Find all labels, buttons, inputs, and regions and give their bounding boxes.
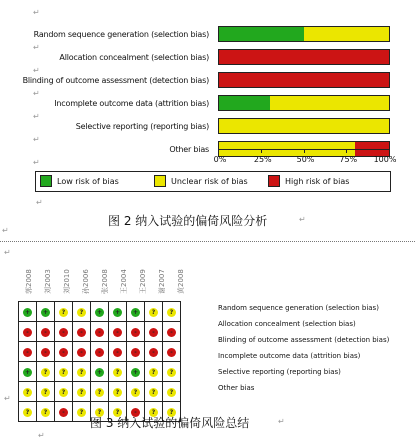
grid-row: [19, 382, 181, 402]
judgement-symbol: -: [134, 349, 137, 356]
judgement-symbol: ?: [133, 389, 138, 396]
paragraph-mark: ↵: [299, 215, 306, 224]
judgement-dot: [131, 308, 140, 317]
judgement-dot: [41, 308, 50, 317]
judgement-dot: [23, 388, 32, 397]
paragraph-mark: ↵: [278, 417, 285, 426]
grid-cell: [145, 342, 163, 362]
judgement-dot: [95, 308, 104, 317]
judgement-symbol: ?: [25, 389, 30, 396]
category-label: Blinding of outcome assessment (detection bias): [22, 76, 209, 85]
judgement-symbol: ?: [169, 389, 174, 396]
judgement-symbol: +: [24, 369, 31, 376]
grid-cell: [37, 382, 55, 402]
study-name: 孙2006: [82, 269, 90, 294]
judgement-symbol: +: [114, 309, 121, 316]
grid-cell: [163, 302, 181, 322]
judgement-symbol: -: [98, 349, 101, 356]
paragraph-mark: ↵: [33, 89, 40, 98]
judgement-dot: [149, 348, 158, 357]
domain-label: Other bias: [218, 384, 255, 392]
judgement-dot: [131, 388, 140, 397]
risk-of-bias-grid: [18, 301, 181, 422]
grid-cell: [163, 342, 181, 362]
judgement-dot: [41, 368, 50, 377]
judgement-symbol: +: [132, 309, 139, 316]
bar-segment: [219, 96, 270, 110]
legend-label: Low risk of bias: [57, 176, 119, 186]
category-label: Allocation concealment (selection bias): [59, 53, 209, 62]
category-label: Selective reporting (reporting bias): [75, 122, 209, 131]
judgement-dot: [59, 308, 68, 317]
judgement-symbol: ?: [169, 309, 174, 316]
judgement-symbol: ?: [97, 409, 102, 416]
grid-cell: [127, 382, 145, 402]
bar-segment: [304, 27, 389, 41]
grid-row: [19, 302, 181, 322]
judgement-dot: [131, 348, 140, 357]
judgement-dot: [23, 348, 32, 357]
stacked-bar: [218, 72, 390, 88]
judgement-symbol: -: [152, 329, 155, 336]
judgement-dot: [113, 348, 122, 357]
judgement-symbol: -: [26, 329, 29, 336]
grid-cell: [91, 322, 109, 342]
section-separator: [0, 241, 415, 242]
domain-label: Selective reporting (reporting bias): [218, 368, 341, 376]
paragraph-mark: ↵: [33, 135, 40, 144]
grid-cell: [73, 362, 91, 382]
x-tick: [304, 149, 305, 153]
study-header: [117, 258, 127, 296]
judgement-symbol: -: [134, 329, 137, 336]
grid-cell: [91, 362, 109, 382]
grid-row: [19, 362, 181, 382]
judgement-dot: [59, 408, 68, 417]
judgement-symbol: -: [152, 349, 155, 356]
legend-label: Unclear risk of bias: [171, 176, 248, 186]
judgement-symbol: -: [116, 329, 119, 336]
judgement-symbol: ?: [97, 389, 102, 396]
grid-cell: [37, 302, 55, 322]
judgement-symbol: -: [116, 349, 119, 356]
judgement-symbol: -: [62, 409, 65, 416]
grid-cell: [127, 302, 145, 322]
study-name: 谢2007: [158, 269, 166, 294]
judgement-symbol: ?: [151, 309, 156, 316]
judgement-dot: [77, 388, 86, 397]
grid-row: [19, 342, 181, 362]
judgement-symbol: ?: [43, 409, 48, 416]
judgement-dot: [149, 368, 158, 377]
grid-cell: [109, 382, 127, 402]
judgement-symbol: +: [96, 369, 103, 376]
grid-cell: [127, 322, 145, 342]
grid-cell: [73, 342, 91, 362]
stacked-bar: [218, 26, 390, 42]
study-header: [41, 258, 51, 296]
paragraph-mark: ↵: [38, 431, 45, 440]
judgement-dot: [59, 328, 68, 337]
grid-cell: [37, 362, 55, 382]
legend-item-low: [40, 175, 119, 187]
study-name: 张2008: [101, 269, 109, 294]
grid-cell: [163, 322, 181, 342]
grid-cell: [19, 382, 37, 402]
x-tick: [389, 149, 390, 153]
judgement-dot: [59, 388, 68, 397]
judgement-symbol: +: [24, 309, 31, 316]
judgement-symbol: -: [62, 349, 65, 356]
judgement-symbol: ?: [169, 409, 174, 416]
study-header: [60, 258, 70, 296]
judgement-symbol: ?: [79, 389, 84, 396]
grid-cell: [55, 362, 73, 382]
x-tick-label: 50%: [296, 155, 315, 164]
legend-swatch-unclear: [154, 175, 166, 187]
study-header: [136, 258, 146, 296]
grid-cell: [73, 322, 91, 342]
study-name: 黄2008: [177, 269, 185, 294]
category-label: Incomplete outcome data (attrition bias): [54, 99, 209, 108]
judgement-dot: [113, 388, 122, 397]
grid-cell: [145, 322, 163, 342]
grid-cell: [19, 342, 37, 362]
paragraph-mark: ↵: [4, 248, 11, 257]
judgement-symbol: -: [26, 349, 29, 356]
judgement-dot: [167, 348, 176, 357]
paragraph-mark: ↵: [36, 198, 43, 207]
judgement-dot: [113, 308, 122, 317]
grid-cell: [37, 402, 55, 422]
judgement-dot: [95, 348, 104, 357]
judgement-symbol: -: [170, 329, 173, 336]
paragraph-mark: ↵: [2, 226, 9, 235]
study-header: [79, 258, 89, 296]
stacked-bar: [218, 95, 390, 111]
grid-cell: [19, 302, 37, 322]
study-name: 王2009: [139, 269, 147, 294]
judgement-symbol: ?: [115, 409, 120, 416]
study-header: [155, 258, 165, 296]
paragraph-mark: ↵: [33, 112, 40, 121]
judgement-symbol: -: [170, 349, 173, 356]
x-tick-label: 75%: [339, 155, 358, 164]
judgement-dot: [77, 348, 86, 357]
judgement-symbol: ?: [151, 369, 156, 376]
judgement-symbol: -: [44, 349, 47, 356]
paragraph-mark: ↵: [33, 158, 40, 167]
judgement-symbol: ?: [61, 389, 66, 396]
grid-cell: [91, 382, 109, 402]
grid-row: [19, 322, 181, 342]
paragraph-mark: ↵: [4, 394, 11, 403]
judgement-dot: [23, 368, 32, 377]
grid-cell: [163, 382, 181, 402]
judgement-symbol: ?: [79, 409, 84, 416]
grid-cell: [163, 362, 181, 382]
judgement-symbol: ?: [151, 409, 156, 416]
bar-segment: [270, 96, 389, 110]
judgement-symbol: -: [134, 409, 137, 416]
judgement-dot: [77, 328, 86, 337]
x-tick: [218, 149, 219, 153]
judgement-dot: [167, 308, 176, 317]
x-tick-label: 100%: [373, 155, 397, 164]
judgement-dot: [59, 348, 68, 357]
grid-cell: [19, 402, 37, 422]
judgement-dot: [95, 368, 104, 377]
judgement-symbol: ?: [61, 309, 66, 316]
judgement-dot: [59, 368, 68, 377]
study-header: [22, 258, 32, 296]
bar-segment: [219, 27, 304, 41]
grid-cell: [109, 342, 127, 362]
grid-cell: [109, 362, 127, 382]
judgement-dot: [77, 368, 86, 377]
judgement-symbol: ?: [61, 369, 66, 376]
grid-cell: [73, 302, 91, 322]
grid-cell: [127, 362, 145, 382]
judgement-dot: [149, 388, 158, 397]
grid-cell: [73, 382, 91, 402]
judgement-symbol: ?: [115, 389, 120, 396]
x-tick-label: 25%: [253, 155, 272, 164]
judgement-dot: [131, 328, 140, 337]
judgement-dot: [167, 388, 176, 397]
judgement-dot: [131, 368, 140, 377]
study-name: 郭2008: [25, 269, 33, 294]
grid-cell: [109, 322, 127, 342]
legend-item-high: [268, 175, 349, 187]
grid-cell: [37, 322, 55, 342]
judgement-symbol: -: [62, 329, 65, 336]
judgement-dot: [95, 388, 104, 397]
study-header: [98, 258, 108, 296]
grid-cell: [19, 322, 37, 342]
judgement-dot: [167, 368, 176, 377]
figure-2-caption: 图 2 纳入试验的偏倚风险分析: [108, 214, 268, 228]
judgement-dot: [113, 368, 122, 377]
grid-cell: [55, 302, 73, 322]
study-header: [174, 258, 184, 296]
study-name: 王2004: [120, 269, 128, 294]
grid-cell: [55, 342, 73, 362]
grid-cell: [37, 342, 55, 362]
judgement-symbol: ?: [79, 309, 84, 316]
judgement-dot: [41, 408, 50, 417]
judgement-symbol: ?: [169, 369, 174, 376]
judgement-symbol: ?: [115, 369, 120, 376]
bar-segment: [219, 50, 389, 64]
grid-cell: [145, 382, 163, 402]
judgement-symbol: ?: [43, 369, 48, 376]
legend-swatch-high: [268, 175, 280, 187]
study-name: 刘2003: [44, 269, 52, 294]
judgement-dot: [167, 328, 176, 337]
domain-label: Blinding of outcome assessment (detection bias): [218, 336, 390, 344]
grid-cell: [19, 362, 37, 382]
judgement-symbol: +: [42, 309, 49, 316]
judgement-symbol: -: [44, 329, 47, 336]
x-tick-label: 0%: [213, 155, 227, 164]
judgement-dot: [23, 328, 32, 337]
figure-3-caption: 图 3 纳入试验的偏倚风险总结: [90, 416, 250, 430]
judgement-dot: [149, 308, 158, 317]
domain-label: Allocation concealment (selection bias): [218, 320, 356, 328]
stacked-bar: [218, 49, 390, 65]
grid-cell: [145, 362, 163, 382]
judgement-symbol: +: [96, 309, 103, 316]
domain-label: Random sequence generation (selection bias): [218, 304, 379, 312]
grid-cell: [73, 402, 91, 422]
paragraph-mark: ↵: [33, 43, 40, 52]
domain-label: Incomplete outcome data (attrition bias): [218, 352, 361, 360]
grid-cell: [109, 302, 127, 322]
judgement-symbol: ?: [79, 369, 84, 376]
judgement-symbol: +: [132, 369, 139, 376]
paragraph-mark: ↵: [33, 66, 40, 75]
judgement-dot: [95, 328, 104, 337]
judgement-dot: [77, 308, 86, 317]
stacked-bar: [218, 118, 390, 134]
category-label: Other bias: [169, 145, 209, 154]
judgement-dot: [23, 308, 32, 317]
grid-cell: [127, 342, 145, 362]
study-name: 刘2010: [63, 269, 71, 294]
judgement-dot: [23, 408, 32, 417]
bar-segment: [219, 73, 389, 87]
judgement-dot: [41, 328, 50, 337]
judgement-symbol: ?: [151, 389, 156, 396]
legend: [35, 171, 391, 192]
category-label: Random sequence generation (selection bias): [33, 30, 209, 39]
x-tick: [346, 149, 347, 153]
judgement-symbol: -: [80, 329, 83, 336]
judgement-dot: [41, 348, 50, 357]
bar-segment: [219, 119, 389, 133]
legend-item-unclear: [154, 175, 248, 187]
legend-swatch-low: [40, 175, 52, 187]
grid-cell: [91, 302, 109, 322]
judgement-symbol: -: [80, 349, 83, 356]
judgement-symbol: ?: [25, 409, 30, 416]
grid-cell: [145, 302, 163, 322]
judgement-dot: [77, 408, 86, 417]
judgement-symbol: ?: [43, 389, 48, 396]
judgement-symbol: -: [98, 329, 101, 336]
judgement-dot: [149, 328, 158, 337]
grid-cell: [55, 322, 73, 342]
judgement-dot: [41, 388, 50, 397]
paragraph-mark: ↵: [33, 8, 40, 17]
grid-cell: [55, 382, 73, 402]
judgement-dot: [113, 328, 122, 337]
grid-cell: [91, 342, 109, 362]
legend-label: High risk of bias: [285, 176, 350, 186]
x-tick: [261, 149, 262, 153]
grid-cell: [55, 402, 73, 422]
